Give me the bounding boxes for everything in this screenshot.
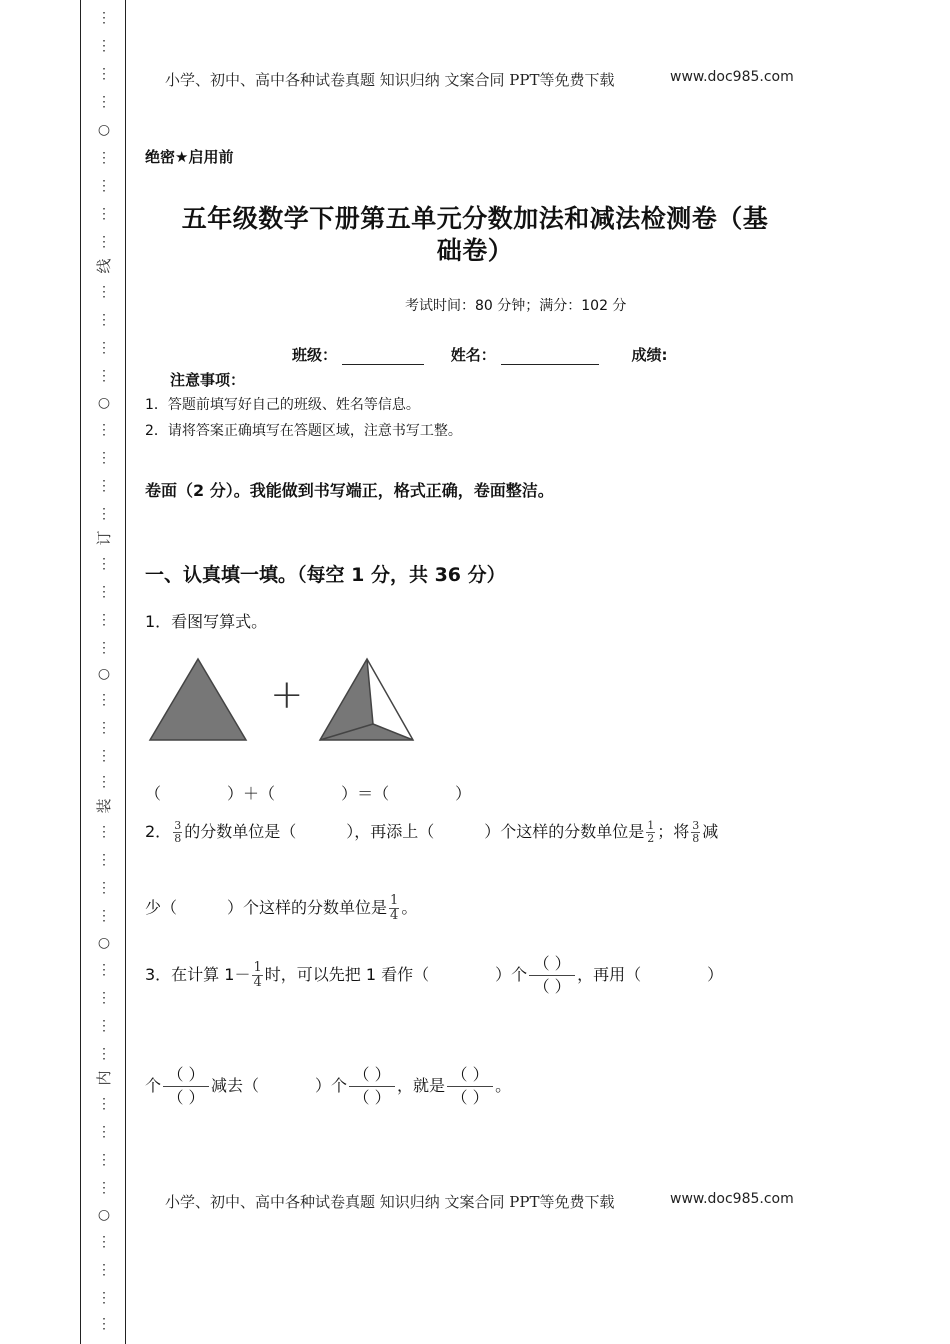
binding-dots: ⋮ xyxy=(97,692,111,708)
binding-circle: ○ xyxy=(97,122,111,138)
equals-operator: ＝ xyxy=(357,784,374,803)
fraction-3-8: $\frac{3}{8}$ xyxy=(174,819,182,845)
binding-dots: ⋮ xyxy=(97,556,111,572)
binding-dots: ⋮ xyxy=(97,990,111,1006)
name-label: 姓名： xyxy=(450,346,496,364)
q2-line-2: 少（ ）个这样的分数单位是 $\frac{1}{4}$ 。 xyxy=(145,893,418,923)
paren-close: ） xyxy=(227,784,244,803)
paren-open: （ xyxy=(259,784,276,803)
binding-dots: ⋮ xyxy=(97,94,111,110)
binding-dots: ⋮ xyxy=(97,340,111,356)
paren-open: （ xyxy=(145,784,162,803)
class-input[interactable] xyxy=(342,346,424,365)
binding-dots: ⋮ xyxy=(97,234,111,250)
binding-dots: ⋮ xyxy=(97,962,111,978)
header-slogan: 小学、初中、高中各种试卷真题 知识归纳 文案合同 PPT等免费下载 xyxy=(165,71,615,89)
binding-dots: ⋮ xyxy=(97,880,111,896)
binding-margin xyxy=(80,0,126,1344)
exam-info: 考试时间：80 分钟；满分：102 分 xyxy=(405,298,627,314)
notes-heading: 注意事项： xyxy=(170,371,246,389)
student-fields xyxy=(292,344,667,365)
note-item-1: 1．答题前填写好自己的班级、姓名等信息。 xyxy=(145,397,420,413)
binding-dots: ⋮ xyxy=(97,1290,111,1306)
plus-operator: ＋ xyxy=(243,784,260,803)
page-title xyxy=(135,203,815,267)
binding-dots: ⋮ xyxy=(97,1152,111,1168)
binding-circle: ○ xyxy=(97,395,111,411)
full-triangle-shape xyxy=(150,659,246,740)
q3-fraction-blank-4[interactable]: （ ） （ ） xyxy=(447,1064,493,1109)
binding-dots: ⋮ xyxy=(97,10,111,26)
class-label: 班级： xyxy=(292,346,338,364)
paren-open: （ xyxy=(373,784,390,803)
binding-dots: ⋮ xyxy=(97,1180,111,1196)
name-input[interactable] xyxy=(501,346,599,365)
binding-dots: ⋮ xyxy=(97,640,111,656)
binding-dots: ⋮ xyxy=(97,852,111,868)
footer-slogan: 小学、初中、高中各种试卷真题 知识归纳 文案合同 PPT等免费下载 xyxy=(165,1193,615,1211)
neatness-statement: 卷面（2 分）。我能做到书写端正，格式正确，卷面整洁。 xyxy=(145,481,554,500)
q3-line-1: 3．在计算 1－ $\frac{1}{4}$ 时，可以先把 1 看作（ ）个 （ ） （ ） ，再用（ ） xyxy=(145,954,724,996)
binding-dots: ⋮ xyxy=(97,368,111,384)
binding-dots: ⋮ xyxy=(97,824,111,840)
binding-dots: ⋮ xyxy=(97,478,111,494)
title-line-2: 础卷） xyxy=(436,236,514,265)
note-item-2: 2．请将答案正确填写在答题区域，注意书写工整。 xyxy=(145,423,462,439)
binding-dots: ⋮ xyxy=(97,206,111,222)
q1-equation xyxy=(145,782,471,806)
binding-dots: ⋮ xyxy=(97,284,111,300)
binding-dots: ⋮ xyxy=(97,584,111,600)
binding-dots: ⋮ xyxy=(97,1124,111,1140)
q3-line-2: 个 （ ） （ ） 减去（ ）个 （ ） （ ） ，就是 （ ） （ ） 。 xyxy=(145,1065,512,1107)
binding-dots: ⋮ xyxy=(97,1234,111,1250)
binding-circle: ○ xyxy=(97,1207,111,1223)
binding-dots: ⋮ xyxy=(97,1046,111,1062)
q3-fraction-blank-3[interactable]: （ ） （ ） xyxy=(349,1064,395,1109)
q2-line-1: 2． $\frac{3}{8}$ 的分数单位是（ ），再添上（ ）个这样的分数单位是 $\frac{1}{2}$ ；将 $\frac{3}{8}$ 减 xyxy=(145,819,719,845)
footer-site-link[interactable]: www.doc985.com xyxy=(670,1191,794,1207)
binding-dots: ⋮ xyxy=(97,748,111,764)
paren-close: ） xyxy=(341,784,358,803)
binding-dots: ⋮ xyxy=(97,774,111,790)
fraction-3-8: $\frac{3}{8}$ xyxy=(692,819,700,845)
binding-char-zhuang: 装 xyxy=(95,798,113,814)
binding-dots: ⋮ xyxy=(97,612,111,628)
title-line-1: 五年级数学下册第五单元分数加法和减法检测卷（基 xyxy=(181,204,769,233)
binding-dots: ⋮ xyxy=(97,720,111,736)
binding-dots: ⋮ xyxy=(97,38,111,54)
binding-dots: ⋮ xyxy=(97,178,111,194)
plus-sign: + xyxy=(270,672,304,718)
binding-circle: ○ xyxy=(97,935,111,951)
fraction-1-4: $\frac{1}{4}$ xyxy=(253,960,262,990)
header-site-link[interactable]: www.doc985.com xyxy=(670,69,794,85)
secret-label: 绝密★启用前 xyxy=(145,148,234,166)
binding-dots: ⋮ xyxy=(97,150,111,166)
section-1-heading: 一、认真填一填。（每空 1 分，共 36 分） xyxy=(145,564,506,586)
binding-dots: ⋮ xyxy=(97,66,111,82)
score-label: 成绩: xyxy=(631,346,668,364)
binding-dots: ⋮ xyxy=(97,1096,111,1112)
binding-dots: ⋮ xyxy=(97,1018,111,1034)
binding-dots: ⋮ xyxy=(97,312,111,328)
binding-dots: ⋮ xyxy=(97,422,111,438)
q3-fraction-blank-2[interactable]: （ ） （ ） xyxy=(163,1064,209,1109)
binding-char-nei: 内 xyxy=(95,1070,113,1086)
fraction-1-4: $\frac{1}{4}$ xyxy=(390,893,399,923)
binding-char-xian: 线 xyxy=(95,258,113,274)
binding-dots: ⋮ xyxy=(97,908,111,924)
binding-dots: ⋮ xyxy=(97,1316,111,1332)
paren-close: ） xyxy=(455,784,472,803)
binding-dots: ⋮ xyxy=(97,1262,111,1278)
q1-prompt: 1．看图写算式。 xyxy=(145,612,268,631)
binding-dots: ⋮ xyxy=(97,450,111,466)
binding-circle: ○ xyxy=(97,666,111,682)
fraction-1-2: $\frac{1}{2}$ xyxy=(647,819,655,845)
binding-dots: ⋮ xyxy=(97,506,111,522)
q3-fraction-blank-1[interactable]: （ ） （ ） xyxy=(529,953,575,998)
binding-char-ding: 订 xyxy=(95,530,113,546)
